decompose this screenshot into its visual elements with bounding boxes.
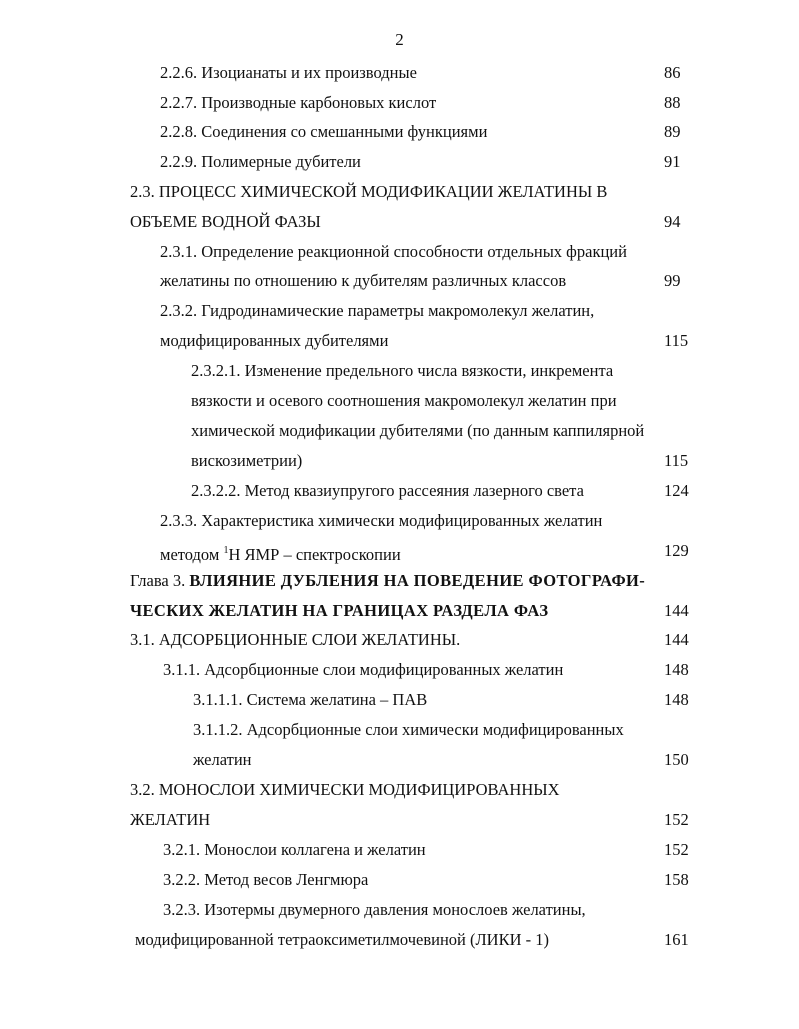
toc-entry-3-1: 3.1. АДСОРБЦИОННЫЕ СЛОИ ЖЕЛАТИНЫ.: [130, 630, 461, 649]
toc-entry-2-3-1-cont: желатины по отношению к дубителям различных классов: [160, 271, 567, 290]
toc-entry-3-2-1: 3.2.1. Монослои коллагена и желатин: [163, 840, 426, 859]
toc-page: 144: [664, 630, 689, 649]
toc-entry-2-2-8: 2.2.8. Соединения со смешанными функциями: [160, 122, 488, 141]
toc-page: 152: [664, 810, 689, 829]
toc-page: 158: [664, 870, 689, 889]
toc-page: 150: [664, 750, 689, 769]
toc-page: 99: [664, 271, 681, 290]
toc-entry-3-2-2: 3.2.2. Метод весов Ленгмюра: [163, 870, 369, 889]
toc-entry-2-2-7: 2.2.7. Производные карбоновых кислот: [160, 93, 437, 112]
toc-entry-2-3-2: 2.3.2. Гидродинамические параметры макромолекул желатин,: [160, 301, 595, 320]
toc-page: 152: [664, 840, 689, 859]
toc-entry-2-3-2-1-cont: химической модификации дубителями (по данным каппилярной: [191, 421, 645, 440]
toc-page: 115: [664, 331, 689, 350]
toc-entry-2-3-3-cont: [160, 541, 401, 565]
toc-entry-chapter-3-cont: ЧЕСКИХ ЖЕЛАТИН НА ГРАНИЦАХ РАЗДЕЛА ФАЗ: [130, 601, 549, 620]
toc-page: 89: [664, 122, 681, 141]
toc-text: методом: [160, 545, 224, 564]
superscript: 1: [223, 545, 229, 556]
toc-entry-2-2-6: 2.2.6. Изоцианаты и их производные: [160, 63, 417, 82]
chapter-title: ВЛИЯНИЕ ДУБЛЕНИЯ НА ПОВЕДЕНИЕ ФОТОГРАФИ-: [189, 571, 646, 590]
toc-entry-3-2: 3.2. МОНОСЛОИ ХИМИЧЕСКИ МОДИФИЦИРОВАННЫХ: [130, 780, 560, 799]
toc-entry-2-3-cont: ОБЪЕМЕ ВОДНОЙ ФАЗЫ: [130, 212, 321, 231]
toc-entry-2-3-3: 2.3.3. Характеристика химически модифицированных желатин: [160, 511, 603, 530]
toc-page: 124: [664, 481, 689, 500]
toc-page: 94: [664, 212, 681, 231]
toc-entry-3-1-1-1: 3.1.1.1. Система желатина – ПАВ: [193, 690, 428, 709]
toc-entry-2-2-9: 2.2.9. Полимерные дубители: [160, 152, 361, 171]
toc-entry-3-2-3: 3.2.3. Изотермы двумерного давления монослоев желатины,: [163, 900, 586, 919]
toc-entry-3-1-1-2-cont: желатин: [193, 750, 252, 769]
toc-entry-3-2-cont: ЖЕЛАТИН: [130, 810, 211, 829]
toc-entry-2-3-1: 2.3.1. Определение реакционной способности отдельных фракций: [160, 242, 627, 261]
toc-entry-3-1-1: 3.1.1. Адсорбционные слои модифицированных желатин: [163, 660, 564, 679]
toc-entry-2-3-2-1-cont: вискозиметрии): [191, 451, 303, 470]
page-number: 2: [395, 30, 404, 49]
toc-page: 91: [664, 152, 681, 171]
toc-page: 86: [664, 63, 681, 82]
toc-entry-2-3-2-cont: модифицированных дубителями: [160, 331, 389, 350]
toc-page: 148: [664, 660, 689, 679]
toc-entry-2-3-2-1-cont: вязкости и осевого соотношения макромолекул желатин при: [191, 391, 617, 410]
chapter-prefix: Глава 3.: [130, 571, 190, 590]
toc-entry-3-2-3-cont: модифицированной тетраоксиметилмочевиной (ЛИКИ - 1): [135, 930, 550, 949]
toc-page: 161: [664, 930, 689, 949]
toc-page: 88: [664, 93, 681, 112]
toc-page: 115: [664, 451, 689, 470]
toc-page: 144: [664, 601, 689, 620]
toc-entry-chapter-3: [130, 571, 645, 591]
toc-entry-2-3: 2.3. ПРОЦЕСС ХИМИЧЕСКОЙ МОДИФИКАЦИИ ЖЕЛАТИНЫ В: [130, 182, 608, 201]
toc-text: Н ЯМР – спектроскопии: [228, 545, 401, 564]
toc-entry-3-1-1-2: 3.1.1.2. Адсорбционные слои химически модифицированных: [193, 720, 624, 739]
toc-entry-2-3-2-1: 2.3.2.1. Изменение предельного числа вязкости, инкремента: [191, 361, 614, 380]
toc-entry-2-3-2-2: 2.3.2.2. Метод квазиупругого рассеяния лазерного света: [191, 481, 584, 500]
toc-page: 129: [664, 541, 689, 560]
toc-page: 148: [664, 690, 689, 709]
